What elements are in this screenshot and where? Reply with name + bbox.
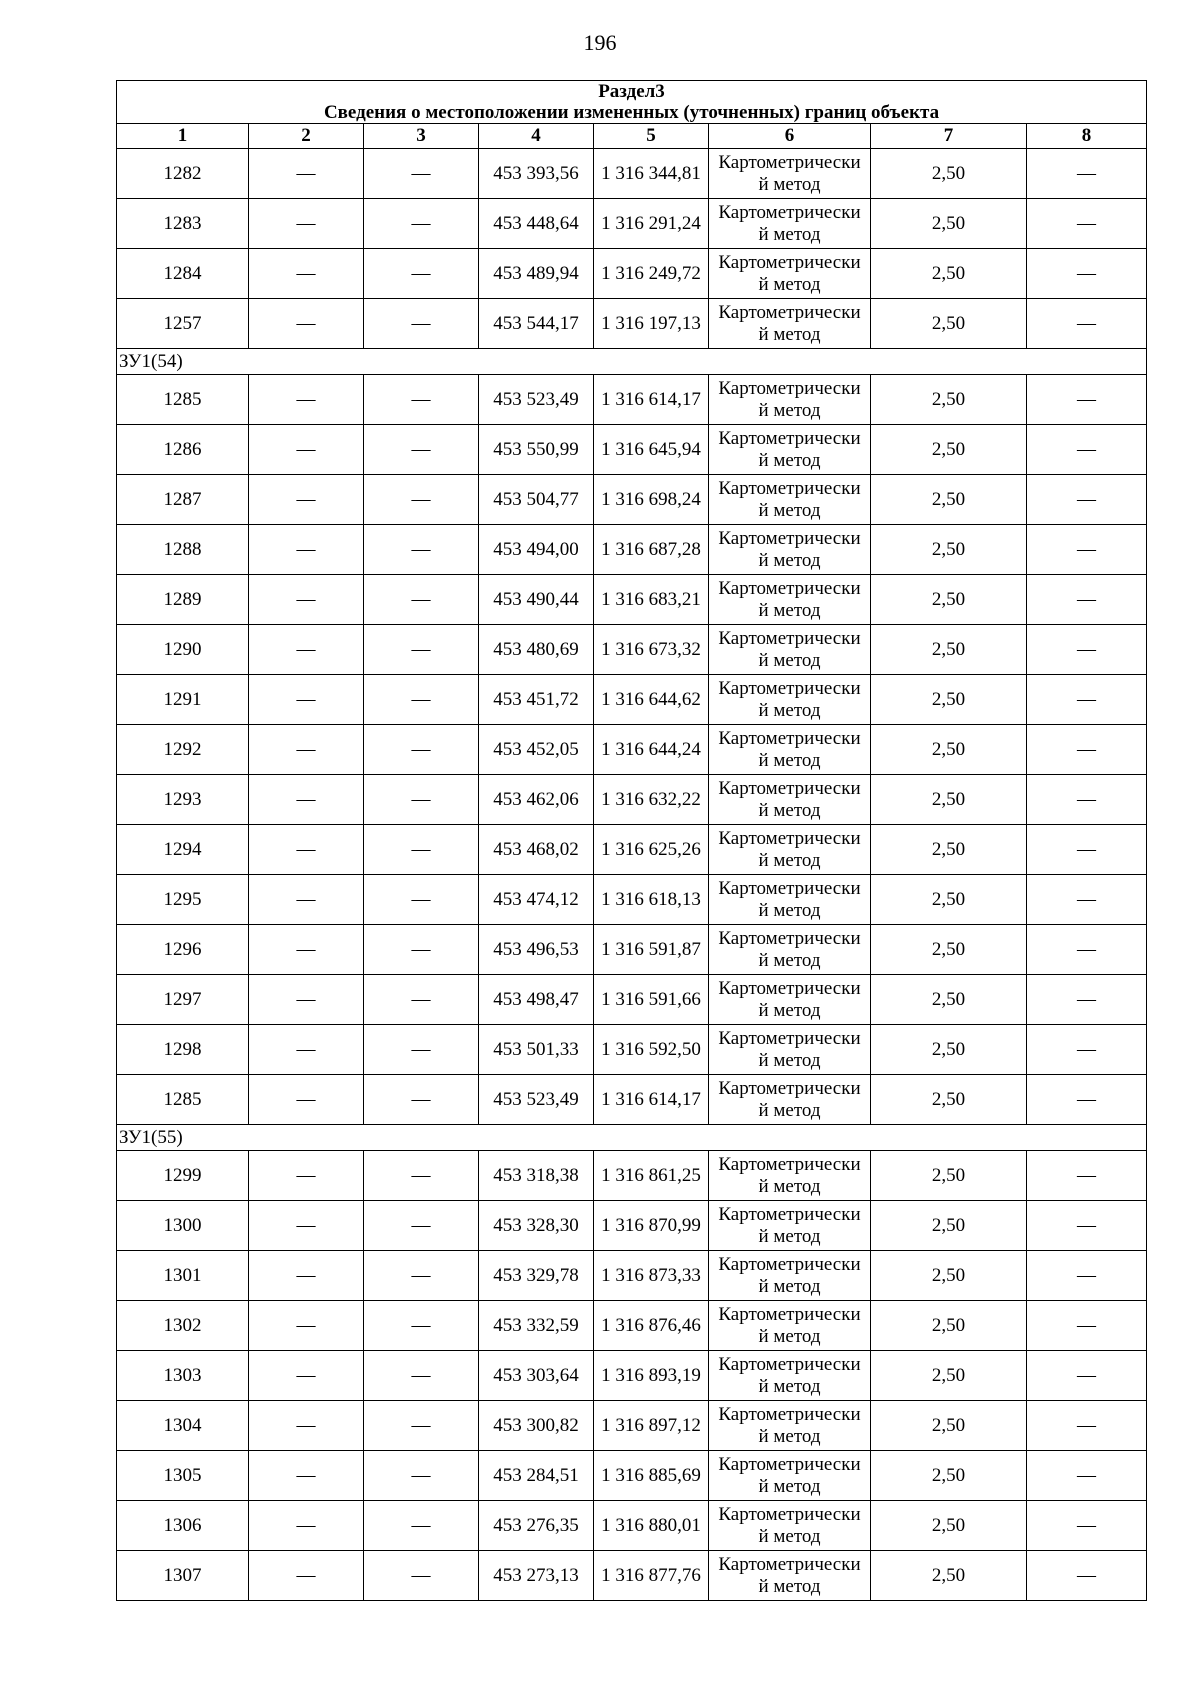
x-coordinate-cell: 453 276,35 — [479, 1501, 594, 1551]
method-cell: Картометрически й метод — [709, 1351, 871, 1401]
method-cell: Картометрически й метод — [709, 299, 871, 349]
accuracy-cell: 2,50 — [871, 199, 1027, 249]
method-cell: Картометрически й метод — [709, 249, 871, 299]
method-cell: Картометрически й метод — [709, 425, 871, 475]
col3-cell: — — [364, 249, 479, 299]
col3-cell: — — [364, 675, 479, 725]
table-row — [117, 249, 1147, 299]
col3-cell: — — [364, 149, 479, 199]
method-cell: Картометрически й метод — [709, 1025, 871, 1075]
table-title: Сведения о местоположении измененных (уточненных) границ объекта — [323, 102, 940, 123]
col2-cell: — — [249, 149, 364, 199]
x-coordinate-cell: 453 544,17 — [479, 299, 594, 349]
table-row — [117, 825, 1147, 875]
accuracy-cell: 2,50 — [871, 299, 1027, 349]
method-cell: Картометрически й метод — [709, 575, 871, 625]
method-cell: Картометрически й метод — [709, 375, 871, 425]
col2-cell: — — [249, 1401, 364, 1451]
method-cell: Картометрически й метод — [709, 1301, 871, 1351]
col3-cell: — — [364, 625, 479, 675]
col8-cell: — — [1027, 675, 1147, 725]
table-row — [117, 675, 1147, 725]
table-row — [117, 425, 1147, 475]
x-coordinate-cell: 453 480,69 — [479, 625, 594, 675]
point-number-cell: 1282 — [117, 149, 249, 199]
x-coordinate-cell: 453 329,78 — [479, 1251, 594, 1301]
accuracy-cell: 2,50 — [871, 825, 1027, 875]
table-row — [117, 299, 1147, 349]
col8-cell: — — [1027, 375, 1147, 425]
accuracy-cell: 2,50 — [871, 1251, 1027, 1301]
col3-cell: — — [364, 199, 479, 249]
col8-cell: — — [1027, 1201, 1147, 1251]
col8-cell: — — [1027, 1551, 1147, 1601]
col3-cell: — — [364, 775, 479, 825]
col8-cell: — — [1027, 149, 1147, 199]
point-number-cell: 1294 — [117, 825, 249, 875]
method-cell: Картометрически й метод — [709, 1251, 871, 1301]
y-coordinate-cell: 1 316 644,62 — [594, 675, 709, 725]
table-row — [117, 1201, 1147, 1251]
table-row — [117, 925, 1147, 975]
col2-cell: — — [249, 625, 364, 675]
col8-cell: — — [1027, 299, 1147, 349]
col2-cell: — — [249, 525, 364, 575]
point-number-cell: 1305 — [117, 1451, 249, 1501]
column-header: 4 — [479, 124, 594, 149]
x-coordinate-cell: 453 494,00 — [479, 525, 594, 575]
method-cell: Картометрически й метод — [709, 525, 871, 575]
method-cell: Картометрически й метод — [709, 149, 871, 199]
col8-cell: — — [1027, 249, 1147, 299]
column-header: 2 — [249, 124, 364, 149]
accuracy-cell: 2,50 — [871, 1551, 1027, 1601]
method-cell: Картометрически й метод — [709, 1551, 871, 1601]
column-header: 1 — [117, 124, 249, 149]
col3-cell: — — [364, 375, 479, 425]
y-coordinate-cell: 1 316 197,13 — [594, 299, 709, 349]
point-number-cell: 1284 — [117, 249, 249, 299]
col2-cell: — — [249, 1201, 364, 1251]
point-number-cell: 1302 — [117, 1301, 249, 1351]
table-row — [117, 375, 1147, 425]
col3-cell: — — [364, 425, 479, 475]
table-title-cell — [117, 81, 1147, 124]
col2-cell: — — [249, 1501, 364, 1551]
accuracy-cell: 2,50 — [871, 625, 1027, 675]
col2-cell: — — [249, 675, 364, 725]
col2-cell: — — [249, 299, 364, 349]
y-coordinate-cell: 1 316 877,76 — [594, 1551, 709, 1601]
x-coordinate-cell: 453 448,64 — [479, 199, 594, 249]
table-row — [117, 1075, 1147, 1125]
accuracy-cell: 2,50 — [871, 249, 1027, 299]
accuracy-cell: 2,50 — [871, 975, 1027, 1025]
accuracy-cell: 2,50 — [871, 925, 1027, 975]
col8-cell: — — [1027, 575, 1147, 625]
method-cell: Картометрически й метод — [709, 725, 871, 775]
method-cell: Картометрически й метод — [709, 1201, 871, 1251]
point-number-cell: 1286 — [117, 425, 249, 475]
method-cell: Картометрически й метод — [709, 775, 871, 825]
col2-cell: — — [249, 1351, 364, 1401]
table-row — [117, 1451, 1147, 1501]
x-coordinate-cell: 453 498,47 — [479, 975, 594, 1025]
accuracy-cell: 2,50 — [871, 1351, 1027, 1401]
y-coordinate-cell: 1 316 249,72 — [594, 249, 709, 299]
page-number: 196 — [583, 30, 617, 55]
x-coordinate-cell: 453 462,06 — [479, 775, 594, 825]
x-coordinate-cell: 453 523,49 — [479, 1075, 594, 1125]
method-cell: Картометрически й метод — [709, 925, 871, 975]
col8-cell: — — [1027, 1075, 1147, 1125]
col3-cell: — — [364, 1501, 479, 1551]
col3-cell: — — [364, 299, 479, 349]
point-number-cell: 1298 — [117, 1025, 249, 1075]
point-number-cell: 1306 — [117, 1501, 249, 1551]
col2-cell: — — [249, 575, 364, 625]
accuracy-cell: 2,50 — [871, 149, 1027, 199]
col8-cell: — — [1027, 1151, 1147, 1201]
col2-cell: — — [249, 975, 364, 1025]
accuracy-cell: 2,50 — [871, 675, 1027, 725]
x-coordinate-cell: 453 501,33 — [479, 1025, 594, 1075]
col8-cell: — — [1027, 1451, 1147, 1501]
column-header: 6 — [709, 124, 871, 149]
col3-cell: — — [364, 1301, 479, 1351]
y-coordinate-cell: 1 316 592,50 — [594, 1025, 709, 1075]
table-row — [117, 199, 1147, 249]
table-row — [117, 875, 1147, 925]
accuracy-cell: 2,50 — [871, 875, 1027, 925]
col2-cell: — — [249, 199, 364, 249]
col8-cell: — — [1027, 525, 1147, 575]
col3-cell: — — [364, 575, 479, 625]
col3-cell: — — [364, 725, 479, 775]
method-cell: Картометрически й метод — [709, 875, 871, 925]
method-cell: Картометрически й метод — [709, 825, 871, 875]
method-cell: Картометрически й метод — [709, 199, 871, 249]
y-coordinate-cell: 1 316 861,25 — [594, 1151, 709, 1201]
col3-cell: — — [364, 825, 479, 875]
point-number-cell: 1290 — [117, 625, 249, 675]
y-coordinate-cell: 1 316 614,17 — [594, 1075, 709, 1125]
y-coordinate-cell: 1 316 591,66 — [594, 975, 709, 1025]
x-coordinate-cell: 453 393,56 — [479, 149, 594, 199]
accuracy-cell: 2,50 — [871, 1451, 1027, 1501]
col2-cell: — — [249, 1451, 364, 1501]
col8-cell: — — [1027, 1501, 1147, 1551]
table-row — [117, 1151, 1147, 1201]
col2-cell: — — [249, 1551, 364, 1601]
method-cell: Картометрически й метод — [709, 1075, 871, 1125]
x-coordinate-cell: 453 451,72 — [479, 675, 594, 725]
col8-cell: — — [1027, 1401, 1147, 1451]
accuracy-cell: 2,50 — [871, 425, 1027, 475]
col2-cell: — — [249, 825, 364, 875]
y-coordinate-cell: 1 316 614,17 — [594, 375, 709, 425]
point-number-cell: 1291 — [117, 675, 249, 725]
table-row — [117, 1401, 1147, 1451]
point-number-cell: 1304 — [117, 1401, 249, 1451]
point-number-cell: 1257 — [117, 299, 249, 349]
col3-cell: — — [364, 1451, 479, 1501]
col8-cell: — — [1027, 825, 1147, 875]
table-row — [117, 575, 1147, 625]
point-number-cell: 1292 — [117, 725, 249, 775]
y-coordinate-cell: 1 316 632,22 — [594, 775, 709, 825]
x-coordinate-cell: 453 474,12 — [479, 875, 594, 925]
method-cell: Картометрически й метод — [709, 1501, 871, 1551]
y-coordinate-cell: 1 316 687,28 — [594, 525, 709, 575]
y-coordinate-cell: 1 316 344,81 — [594, 149, 709, 199]
point-number-cell: 1297 — [117, 975, 249, 1025]
col3-cell: — — [364, 1075, 479, 1125]
point-number-cell: 1301 — [117, 1251, 249, 1301]
table-row — [117, 975, 1147, 1025]
table-row — [117, 1251, 1147, 1301]
table-row — [117, 1301, 1147, 1351]
col2-cell: — — [249, 1075, 364, 1125]
x-coordinate-cell: 453 490,44 — [479, 575, 594, 625]
point-number-cell: 1295 — [117, 875, 249, 925]
col3-cell: — — [364, 975, 479, 1025]
method-cell: Картометрически й метод — [709, 1401, 871, 1451]
x-coordinate-cell: 453 550,99 — [479, 425, 594, 475]
method-cell: Картометрически й метод — [709, 1151, 871, 1201]
table-row — [117, 725, 1147, 775]
x-coordinate-cell: 453 452,05 — [479, 725, 594, 775]
col2-cell: — — [249, 1025, 364, 1075]
y-coordinate-cell: 1 316 876,46 — [594, 1301, 709, 1351]
col2-cell: — — [249, 775, 364, 825]
y-coordinate-cell: 1 316 873,33 — [594, 1251, 709, 1301]
table-row — [117, 475, 1147, 525]
col8-cell: — — [1027, 625, 1147, 675]
col2-cell: — — [249, 475, 364, 525]
point-number-cell: 1293 — [117, 775, 249, 825]
col2-cell: — — [249, 725, 364, 775]
accuracy-cell: 2,50 — [871, 1401, 1027, 1451]
x-coordinate-cell: 453 523,49 — [479, 375, 594, 425]
table-row — [117, 525, 1147, 575]
y-coordinate-cell: 1 316 645,94 — [594, 425, 709, 475]
y-coordinate-cell: 1 316 885,69 — [594, 1451, 709, 1501]
column-header: 3 — [364, 124, 479, 149]
col8-cell: — — [1027, 1301, 1147, 1351]
col3-cell: — — [364, 1201, 479, 1251]
y-coordinate-cell: 1 316 644,24 — [594, 725, 709, 775]
x-coordinate-cell: 453 300,82 — [479, 1401, 594, 1451]
accuracy-cell: 2,50 — [871, 1151, 1027, 1201]
point-number-cell: 1287 — [117, 475, 249, 525]
col8-cell: — — [1027, 875, 1147, 925]
accuracy-cell: 2,50 — [871, 1075, 1027, 1125]
x-coordinate-cell: 453 273,13 — [479, 1551, 594, 1601]
accuracy-cell: 2,50 — [871, 775, 1027, 825]
col8-cell: — — [1027, 425, 1147, 475]
y-coordinate-cell: 1 316 880,01 — [594, 1501, 709, 1551]
col8-cell: — — [1027, 1251, 1147, 1301]
column-header: 5 — [594, 124, 709, 149]
table-row — [117, 775, 1147, 825]
x-coordinate-cell: 453 496,53 — [479, 925, 594, 975]
group-label: ЗУ1(55) — [117, 1125, 1147, 1151]
table-row — [117, 1351, 1147, 1401]
x-coordinate-cell: 453 284,51 — [479, 1451, 594, 1501]
col3-cell: — — [364, 1351, 479, 1401]
method-cell: Картометрически й метод — [709, 975, 871, 1025]
group-header-row — [117, 349, 1147, 375]
x-coordinate-cell: 453 504,77 — [479, 475, 594, 525]
accuracy-cell: 2,50 — [871, 375, 1027, 425]
point-number-cell: 1283 — [117, 199, 249, 249]
group-label: ЗУ1(54) — [117, 349, 1147, 375]
col3-cell: — — [364, 1151, 479, 1201]
col2-cell: — — [249, 375, 364, 425]
col2-cell: — — [249, 1151, 364, 1201]
table-row — [117, 1025, 1147, 1075]
col2-cell: — — [249, 425, 364, 475]
point-number-cell: 1299 — [117, 1151, 249, 1201]
y-coordinate-cell: 1 316 897,12 — [594, 1401, 709, 1451]
table-title-row — [117, 81, 1147, 124]
y-coordinate-cell: 1 316 291,24 — [594, 199, 709, 249]
col3-cell: — — [364, 1401, 479, 1451]
col2-cell: — — [249, 875, 364, 925]
x-coordinate-cell: 453 332,59 — [479, 1301, 594, 1351]
accuracy-cell: 2,50 — [871, 525, 1027, 575]
y-coordinate-cell: 1 316 618,13 — [594, 875, 709, 925]
section-label: Раздел3 — [598, 81, 665, 102]
table-row — [117, 149, 1147, 199]
method-cell: Картометрически й метод — [709, 475, 871, 525]
point-number-cell: 1285 — [117, 1075, 249, 1125]
x-coordinate-cell: 453 468,02 — [479, 825, 594, 875]
point-number-cell: 1296 — [117, 925, 249, 975]
x-coordinate-cell: 453 489,94 — [479, 249, 594, 299]
table-row — [117, 625, 1147, 675]
col2-cell: — — [249, 1301, 364, 1351]
col3-cell: — — [364, 1551, 479, 1601]
col8-cell: — — [1027, 975, 1147, 1025]
y-coordinate-cell: 1 316 673,32 — [594, 625, 709, 675]
col8-cell: — — [1027, 925, 1147, 975]
col3-cell: — — [364, 475, 479, 525]
column-header: 8 — [1027, 124, 1147, 149]
accuracy-cell: 2,50 — [871, 1501, 1027, 1551]
col8-cell: — — [1027, 1025, 1147, 1075]
col8-cell: — — [1027, 475, 1147, 525]
col2-cell: — — [249, 925, 364, 975]
x-coordinate-cell: 453 318,38 — [479, 1151, 594, 1201]
point-number-cell: 1285 — [117, 375, 249, 425]
accuracy-cell: 2,50 — [871, 1025, 1027, 1075]
point-number-cell: 1300 — [117, 1201, 249, 1251]
x-coordinate-cell: 453 328,30 — [479, 1201, 594, 1251]
accuracy-cell: 2,50 — [871, 575, 1027, 625]
col2-cell: — — [249, 1251, 364, 1301]
point-number-cell: 1289 — [117, 575, 249, 625]
point-number-cell: 1288 — [117, 525, 249, 575]
col3-cell: — — [364, 1025, 479, 1075]
method-cell: Картометрически й метод — [709, 1451, 871, 1501]
col3-cell: — — [364, 875, 479, 925]
point-number-cell: 1303 — [117, 1351, 249, 1401]
col8-cell: — — [1027, 1351, 1147, 1401]
accuracy-cell: 2,50 — [871, 1201, 1027, 1251]
y-coordinate-cell: 1 316 870,99 — [594, 1201, 709, 1251]
boundary-coordinates-table — [116, 80, 1147, 1601]
accuracy-cell: 2,50 — [871, 1301, 1027, 1351]
method-cell: Картометрически й метод — [709, 675, 871, 725]
col8-cell: — — [1027, 775, 1147, 825]
column-header-row — [117, 124, 1147, 149]
x-coordinate-cell: 453 303,64 — [479, 1351, 594, 1401]
table-row — [117, 1551, 1147, 1601]
col8-cell: — — [1027, 725, 1147, 775]
col3-cell: — — [364, 1251, 479, 1301]
table-row — [117, 1501, 1147, 1551]
col3-cell: — — [364, 525, 479, 575]
group-header-row — [117, 1125, 1147, 1151]
y-coordinate-cell: 1 316 591,87 — [594, 925, 709, 975]
column-header: 7 — [871, 124, 1027, 149]
accuracy-cell: 2,50 — [871, 725, 1027, 775]
col2-cell: — — [249, 249, 364, 299]
y-coordinate-cell: 1 316 893,19 — [594, 1351, 709, 1401]
y-coordinate-cell: 1 316 625,26 — [594, 825, 709, 875]
accuracy-cell: 2,50 — [871, 475, 1027, 525]
point-number-cell: 1307 — [117, 1551, 249, 1601]
col3-cell: — — [364, 925, 479, 975]
y-coordinate-cell: 1 316 683,21 — [594, 575, 709, 625]
col8-cell: — — [1027, 199, 1147, 249]
method-cell: Картометрически й метод — [709, 625, 871, 675]
y-coordinate-cell: 1 316 698,24 — [594, 475, 709, 525]
